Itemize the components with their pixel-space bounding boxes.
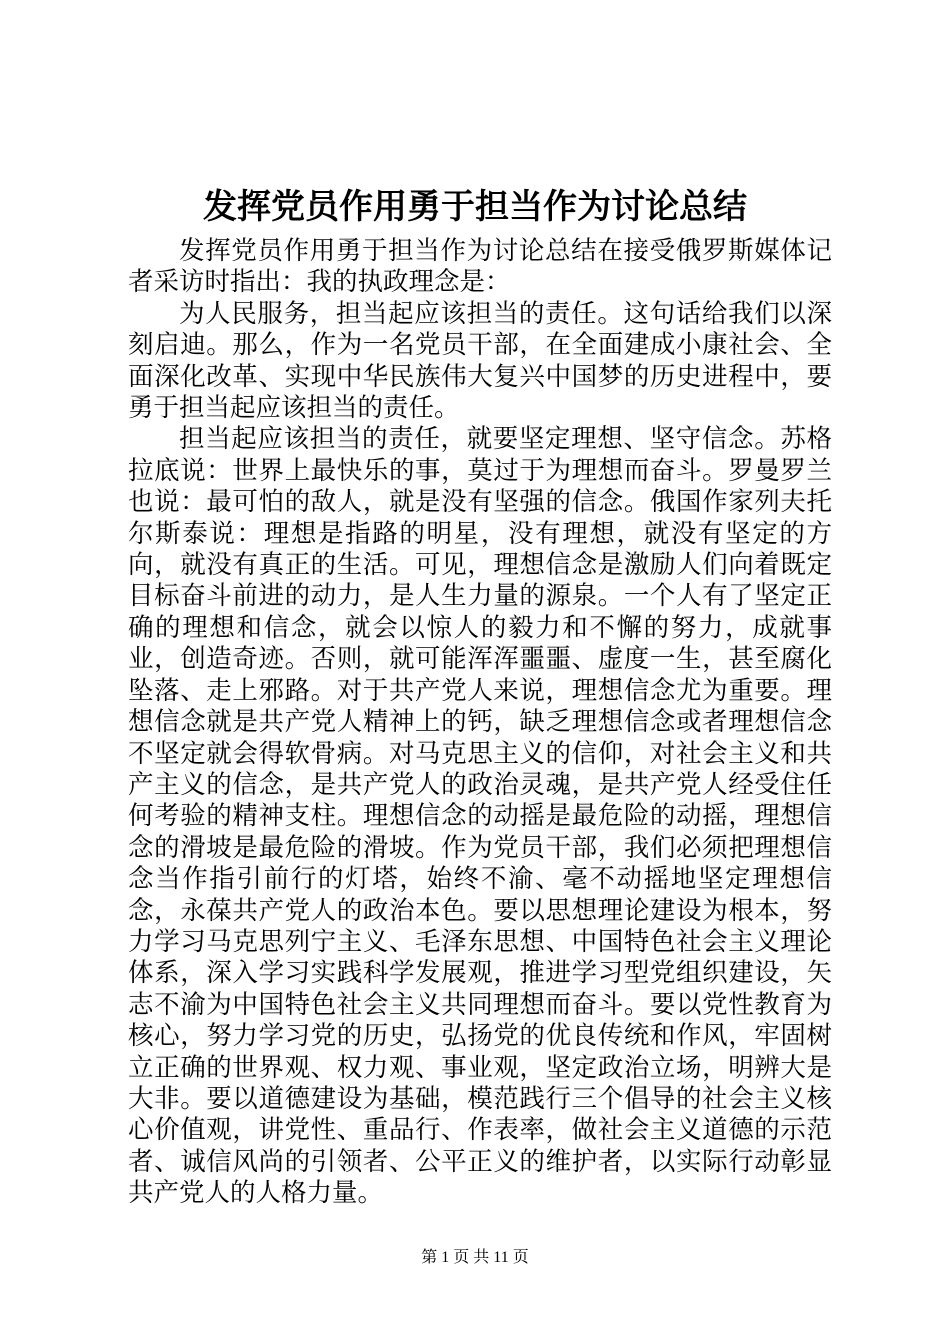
page-number-footer: 第 1 页 共 11 页 xyxy=(421,1249,529,1266)
document-title: 发挥党员作用勇于担当作为讨论总结 xyxy=(203,187,747,227)
paragraph-2: 为人民服务，担当起应该担当的责任。这句话给我们以深刻启迪。那么，作为一名党员干部，在全面建成小康社会、全面深化改革、实现中华民族伟大复兴中国梦的历史进程中，要勇于担当起应该担当的责任。 xyxy=(128,298,832,424)
paragraph-1: 发挥党员作用勇于担当作为讨论总结在接受俄罗斯媒体记者采访时指出：我的执政理念是： xyxy=(128,236,832,298)
paragraph-3: 担当起应该担当的责任，就要坚定理想、坚守信念。苏格拉底说：世界上最快乐的事，莫过于为理想而奋斗。罗曼罗兰也说：最可怕的敌人，就是没有坚强的信念。俄国作家列夫托尔斯泰说：理想是指路的明星，没有理想，就没有坚定的方向，就没有真正的生活。可见，理想信念是激励人们向着既定目标奋斗前进的动力，是人生力量的源泉。一个人有了坚定正确的理想和信念，就会以惊人的毅力和不懈的努力，成就事业，创造奇迹。否则，就可能浑浑噩噩、虚度一生，甚至腐化坠落、走上邪路。对于共产党人来说，理想信念尤为重要。理想信念就是共产党人精神上的钙，缺乏理想信念或者理想信念不坚定就会得软骨病。对马克思主义的信仰，对社会主义和共产主义的信念，是共产党人的政治灵魂，是共产党人经受住任何考验的精神支柱。理想信念的动摇是最危险的动摇，理想信念的滑坡是最危险的滑坡。作为党员干部，我们必须把理想信念当作指引前行的灯塔，始终不渝、毫不动摇地坚定理想信念，永葆共产党人的政治本色。要以思想理论建设为根本，努力学习马克思列宁主义、毛泽东思想、中国特色社会主义理论体系，深入学习实践科学发展观，推进学习型党组织建设，矢志不渝为中国特色社会主义共同理想而奋斗。要以党性教育为核心，努力学习党的历史，弘扬党的优良传统和作风，牢固树立正确的世界观、权力观、事业观，坚定政治立场，明辨大是大非。要以道德建设为基础，模范践行三个倡导的社会主义核心价值观，讲党性、重品行、作表率，做社会主义道德的示范者、诚信风尚的引领者、公平正义的维护者，以实际行动彰显共产党人的人格力量。 xyxy=(128,424,832,1209)
document-body xyxy=(128,236,832,1210)
